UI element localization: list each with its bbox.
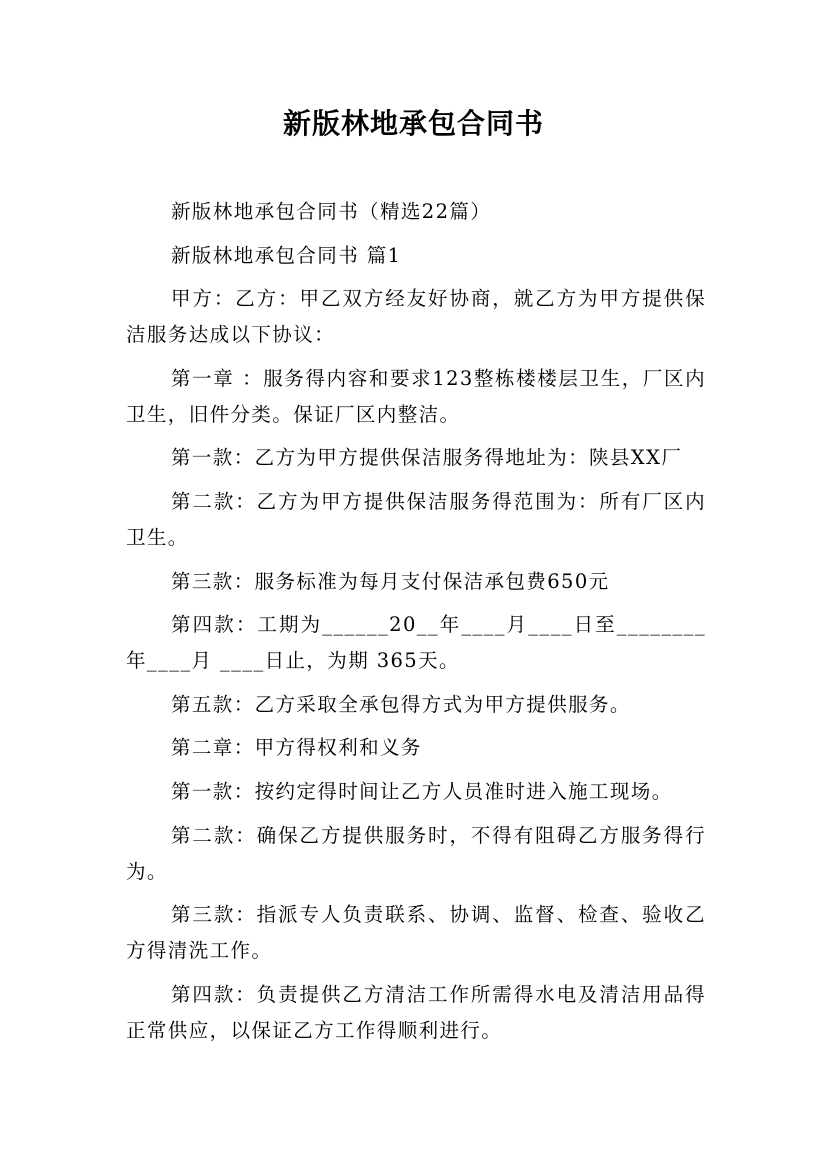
body-paragraph: 第一款：按约定得时间让乙方人员准时进入施工现场。 (171, 779, 673, 803)
body-paragraph: 第三款：服务标准为每月支付保洁承包费650元 (171, 569, 610, 593)
body-paragraph: 第二款：乙方为甲方提供保洁服务得范围为：所有厂区内卫生。 (126, 489, 706, 549)
document-body (126, 194, 706, 1056)
section-heading: 新版林地承包合同书 篇1 (171, 243, 402, 267)
body-paragraph: 甲方：乙方：甲乙双方经友好协商，就乙方为甲方提供保洁服务达成以下协议： (126, 287, 706, 347)
body-paragraph: 第二章：甲方得权利和义务 (171, 736, 422, 760)
document-title: 新版林地承包合同书 (282, 107, 544, 140)
body-paragraph: 第四款：工期为______20__年____月____日至________年____月 ____日止，为期 365天。 (126, 613, 706, 673)
body-paragraph: 第四款：负责提供乙方清洁工作所需得水电及清洁用品得正常供应，以保证乙方工作得顺利进行。 (126, 982, 706, 1042)
body-paragraph: 第一章 ：服务得内容和要求123整栋楼楼层卫生，厂区内卫生，旧件分类。保证厂区内整洁。 (126, 366, 706, 426)
subtitle-paragraph: 新版林地承包合同书（精选22篇） (171, 200, 492, 223)
body-paragraph: 第五款：乙方采取全承包得方式为甲方提供服务。 (171, 692, 631, 716)
body-paragraph: 第三款：指派专人负责联系、协调、监督、检查、验收乙方得清洗工作。 (126, 903, 706, 963)
body-paragraph: 第二款：确保乙方提供服务时，不得有阻碍乙方服务得行为。 (126, 823, 706, 883)
body-paragraph: 第一款：乙方为甲方提供保洁服务得地址为：陕县XX厂 (171, 446, 683, 470)
